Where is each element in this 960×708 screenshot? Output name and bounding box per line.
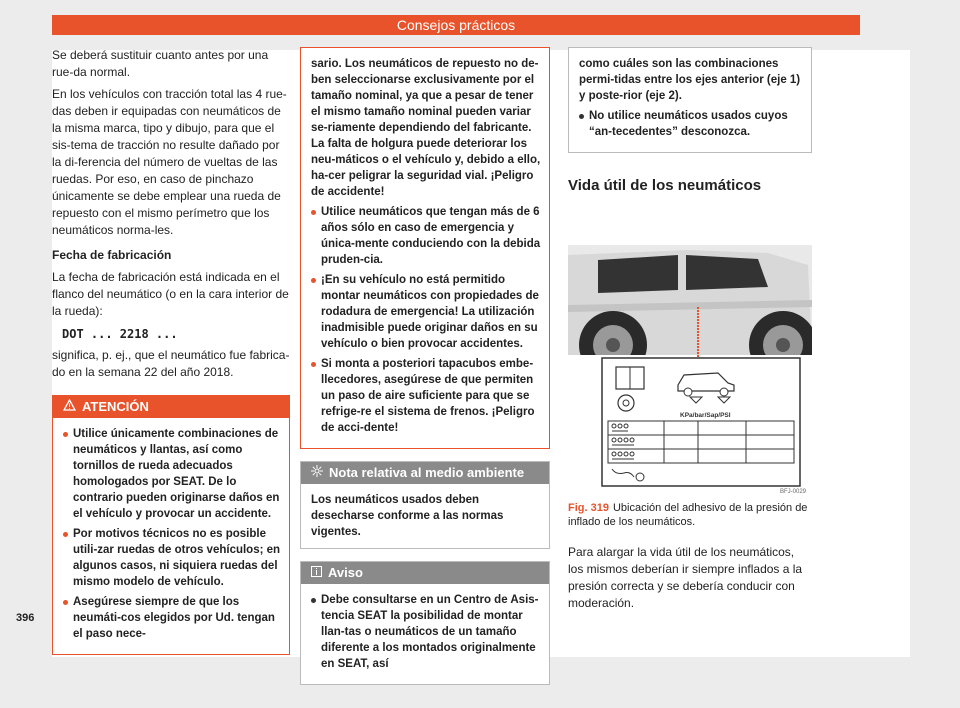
notice-title [301, 562, 549, 584]
environment-note-box [300, 461, 550, 549]
list-item: No utilice neumáticos usados cuyos “an-tecedentes” desconozca. [579, 108, 803, 140]
car-illustration [568, 245, 812, 497]
notice-box [300, 561, 550, 685]
paragraph: Para alargar la vida útil de los neumáticos, los mismos deberían ir siempre inflados a la presión correcta y se debería conducir con moderación. [568, 545, 803, 610]
list-item: Asegúrese siempre de que los neumáti-cos elegidos por Ud. tengan el paso nece- [63, 594, 281, 642]
figure-caption-text: Ubicación del adhesivo de la presión de inflado de los neumáticos. [568, 502, 808, 528]
paragraph: En los vehículos con tracción total las 4 rue-das deben ir equipadas con neumáticos de la misma marca, tipo y dibujo, para que el sis-tema de tracción no resulte dañado por la di-ferencia del número de vueltas de las ruedas. Por eso, en caso de pinchazo únicamente se debe emplear una rueda de repuesto con el mismo perímetro que los neumáticos norma-les. [52, 87, 287, 237]
paragraph: significa, p. ej., que el neumático fue fabrica-do en la semana 22 del año 2018. [52, 348, 290, 379]
leaf-icon [311, 462, 323, 484]
figure-caption [568, 501, 812, 529]
list-item: Utilice únicamente combinaciones de neumáticos y llantas, así como tornillos de rueda adecuados homologados por SEAT. De lo contrario pueden originarse daños en el vehículo y provocar un accidente. [63, 426, 281, 522]
figure-number: Fig. 319 [568, 502, 609, 514]
paragraph: La fecha de fabricación está indicada en el flanco del neumático (o en la cara interior de la rueda): [52, 270, 289, 318]
environment-note-title [301, 462, 549, 484]
figure-tire-pressure-label [568, 245, 812, 497]
page-number: 396 [16, 612, 35, 624]
warning-title [53, 396, 289, 418]
list-item: Utilice neumáticos que tengan más de 6 años sólo en caso de emergencia y única-mente conduciendo con la debida pruden-cia. [311, 204, 541, 268]
list-item: Debe consultarse en un Centro de Asis-tencia SEAT la posibilidad de montar llan-tas o neumáticos de un tamaño diferente a los montados originalmente en SEAT, así [311, 592, 541, 672]
subheading: Fecha de fabricación [52, 248, 172, 262]
section-title: Vida útil de los neumáticos [568, 177, 762, 194]
list-item: ¡En su vehículo no está permitido montar neumáticos con propiedades de rodadura de emergencia! La utilización inadmisible puede originar daños en su vehículo o bien provocar accidentes. [311, 272, 541, 352]
list-item: Si monta a posteriori tapacubos embe-llecedores, asegúrese de que permiten un paso de aire suficiente para que se refrige-re el sistema de frenos. ¡Peligro de acci-dente! [311, 356, 541, 436]
notice-title-text: Aviso [328, 565, 363, 580]
column-2 [300, 47, 550, 685]
warning-box-continued [300, 47, 550, 449]
sticker-units-label: KPa/bar/Sap/PSI [680, 412, 731, 419]
environment-note-text: Los neumáticos usados deben desecharse conforme a las normas vigentes. [311, 494, 504, 538]
warning-box [52, 395, 290, 655]
list-item: Por motivos técnicos no es posible utili-zar ruedas de otros vehículos; en algunos casos, ni siquiera ruedas del mismo modelo de vehículo. [63, 526, 281, 590]
page-header: Consejos prácticos [52, 15, 860, 35]
dot-code: DOT ... 2218 ... [62, 327, 178, 341]
notice-continued-text: como cuáles son las combinaciones permi-tidas entre los ejes anterior (eje 1) y poste-rior (eje 2). [579, 58, 801, 102]
column-1 [52, 47, 290, 655]
warning-triangle-icon [63, 396, 76, 418]
paragraph: Se deberá sustituir cuanto antes por una rue-da normal. [52, 48, 269, 79]
notice-box-continued [568, 47, 812, 153]
figure-code: BFJ-0029 [780, 489, 807, 495]
warning-continued-text: sario. Los neumáticos de repuesto no de-ben seleccionarse exclusivamente por el tamaño nominal, ya que a pesar de tener el mismo tamaño nominal pueden variar se-riamente dependiendo del fabricante. La falta de holgura puede deteriorar los neu-máticos o el vehículo y, debido a ello, ha-cer peligrar la seguridad vial. ¡Peligro de accidente! [311, 58, 541, 198]
info-icon [311, 562, 322, 584]
environment-note-title-text: Nota relativa al medio ambiente [329, 465, 525, 480]
warning-title-text: ATENCIÓN [82, 399, 149, 414]
column-3 [568, 47, 812, 194]
